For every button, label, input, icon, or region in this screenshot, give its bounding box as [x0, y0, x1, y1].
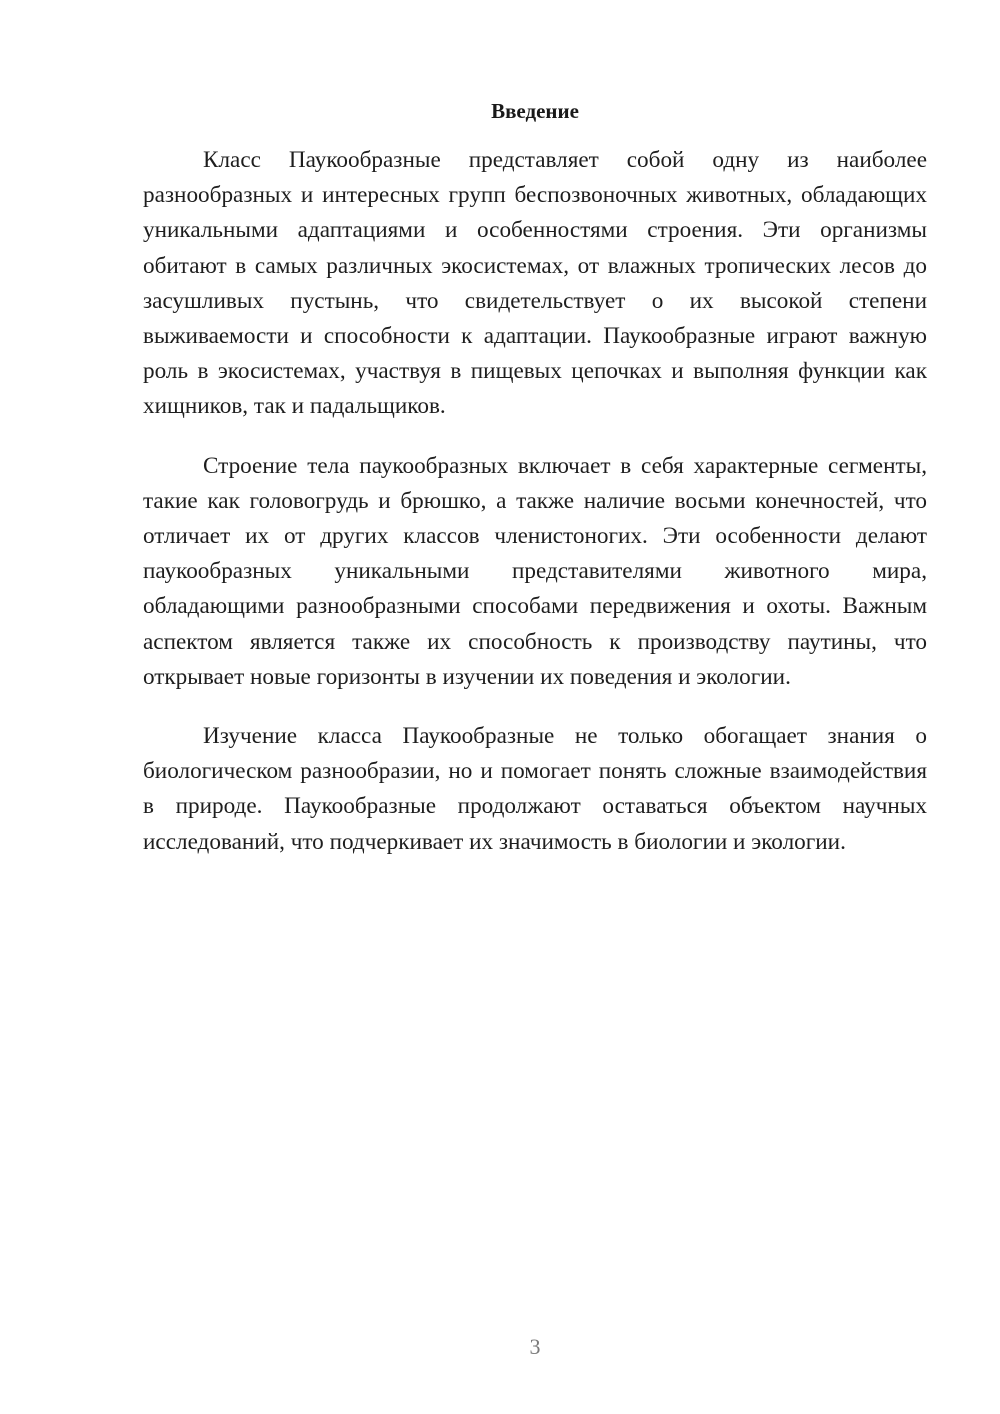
paragraph-2: Строение тела паукообразных включает в себя характерные сегменты, такие как головогрудь и брюшко, а также наличие восьми конечностей, что отличает их от других классов членистоногих. Эти особенности делают паукообразных уникальными представителями животного мира, обладающими разнообразными способами передвижения и охоты. Важным аспектом является также их способность к производству паутины, что открывает новые горизонты в изучении их поведения и экологии. — [143, 452, 927, 690]
paragraph-1: Класс Паукообразные представляет собой одну из наиболее разнообразных и интересных групп беспозвоночных животных, обладающих уникальными адаптациями и особенностями строения. Эти организмы обитают в самых различных экосистемах, от влажных тропических лесов до засушливых пустынь, что свидетельствует о их высокой степени выживаемости и способности к адаптации. Паукообразные играют важную роль в экосистемах, участвуя в пищевых цепочках и выполняя функции как хищников, так и падальщиков. — [143, 147, 927, 420]
paragraph-3: Изучение класса Паукообразные не только обогащает знания о биологическом разнообразии, но и помогает понять сложные взаимодействия в природе. Паукообразные продолжают оставаться объектом научных исследований, что подчеркивает их значимость в биологии и экологии. — [143, 723, 927, 855]
body-text — [143, 143, 927, 884]
section-heading: Введение — [491, 99, 579, 123]
page-number: 3 — [529, 1334, 541, 1359]
